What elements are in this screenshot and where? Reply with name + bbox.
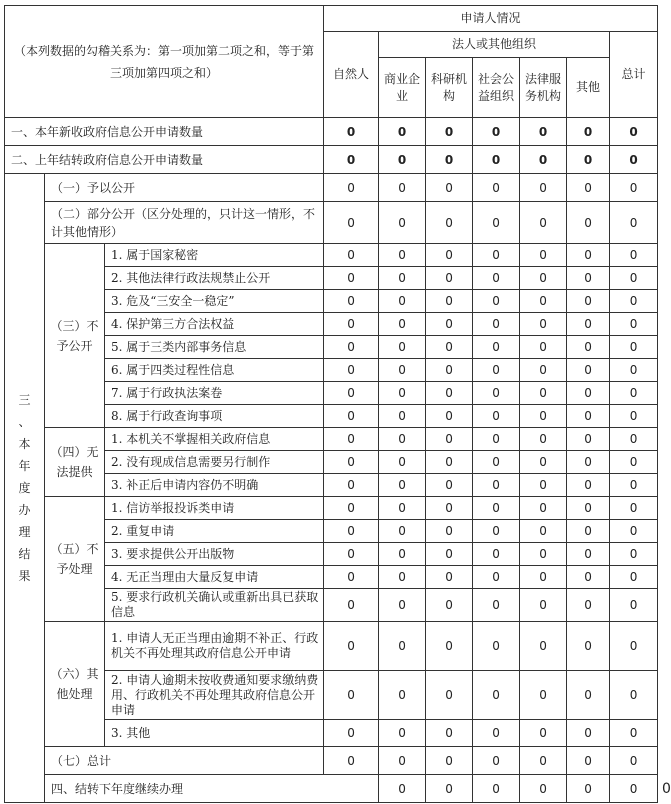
cell-value: 0	[426, 566, 473, 589]
cell-value: 0	[324, 497, 379, 520]
cell-value: 0	[520, 313, 567, 336]
cell-value: 0	[379, 720, 426, 747]
cell-value: 0	[473, 451, 520, 474]
cell-value: 0	[426, 202, 473, 244]
cell-value: 0	[324, 428, 379, 451]
cell-value: 0	[520, 671, 567, 720]
row-label: 4. 保护第三方合法权益	[105, 313, 324, 336]
cell-value: 0	[520, 202, 567, 244]
cell-value: 0	[520, 267, 567, 290]
cell-value: 0	[324, 290, 379, 313]
cell-value: 0	[473, 313, 520, 336]
cell-value: 0	[379, 497, 426, 520]
cell-value: 0	[567, 474, 610, 497]
cell-value: 0	[473, 775, 520, 803]
section-3-label	[5, 174, 45, 803]
cell-value: 0	[426, 174, 473, 202]
cell-value: 0	[610, 382, 658, 405]
cell-value: 0	[473, 566, 520, 589]
cell-value: 0	[426, 382, 473, 405]
cell-value: 0	[610, 202, 658, 244]
cell-value: 0	[379, 290, 426, 313]
cell-value: 0	[610, 720, 658, 747]
research-header: 科研机构	[426, 58, 473, 118]
row-label: （二）部分公开（区分处理的，只计这一情形，不计其他情形）	[45, 202, 324, 244]
group-4-label: （四）无法提供	[45, 428, 105, 497]
cell-value: 0	[426, 747, 473, 775]
cell-value: 0	[426, 497, 473, 520]
cell-value: 0	[610, 244, 658, 267]
legal-service-header: 法律服务机构	[520, 58, 567, 118]
cell-value: 0	[473, 520, 520, 543]
cell-value: 0	[379, 118, 426, 146]
cell-value: 0	[567, 313, 610, 336]
cell-value: 0	[379, 336, 426, 359]
cell-value: 0	[610, 497, 658, 520]
group-3-label: （三）不予公开	[45, 244, 105, 428]
row-label: 3. 要求提供公开出版物	[105, 543, 324, 566]
cell-value: 0	[567, 451, 610, 474]
group-5-label: （五）不予处理	[45, 497, 105, 622]
cell-value: 0	[567, 775, 610, 803]
cell-value: 0	[379, 174, 426, 202]
cell-value: 0	[379, 405, 426, 428]
legal-entity-group-header: 法人或其他组织	[379, 32, 610, 58]
cell-value: 0	[520, 146, 567, 174]
section-3-text: 三 、 本 年 度 办 理 结 果	[18, 393, 31, 583]
cell-value: 0	[473, 244, 520, 267]
cell-value: 0	[567, 543, 610, 566]
table-row	[5, 146, 658, 174]
row-label: 一、本年新收政府信息公开申请数量	[5, 118, 324, 146]
commercial-header: 商业企业	[379, 58, 426, 118]
cell-value: 0	[520, 244, 567, 267]
row-label: 2. 申请人逾期未按收费通知要求缴纳费用、行政机关不再处理其政府信息公开申请	[105, 671, 324, 720]
cell-value: 0	[567, 244, 610, 267]
group-6-label: （六）其他处理	[45, 622, 105, 747]
table-row	[5, 428, 658, 451]
row-label: 5. 属于三类内部事务信息	[105, 336, 324, 359]
row-label: 二、上年结转政府信息公开申请数量	[5, 146, 324, 174]
cell-value: 0	[520, 474, 567, 497]
disclosure-stats-table	[4, 5, 671, 803]
cell-value: 0	[473, 336, 520, 359]
cell-value: 0	[379, 671, 426, 720]
cell-value: 0	[473, 359, 520, 382]
cell-value: 0	[426, 428, 473, 451]
cell-value: 0	[426, 336, 473, 359]
cell-value: 0	[610, 747, 658, 775]
table-row	[5, 244, 658, 267]
cell-value: 0	[426, 520, 473, 543]
total-header: 总计	[610, 32, 658, 118]
cell-value: 0	[610, 405, 658, 428]
cell-value: 0	[567, 720, 610, 747]
cell-value: 0	[324, 382, 379, 405]
cell-value: 0	[426, 589, 473, 622]
cell-value: 0	[567, 589, 610, 622]
cell-value: 0	[324, 267, 379, 290]
row-label: （一）予以公开	[45, 174, 324, 202]
cell-value: 0	[567, 359, 610, 382]
cell-value: 0	[567, 336, 610, 359]
table-row	[5, 497, 658, 520]
row-label: 7. 属于行政执法案卷	[105, 382, 324, 405]
cell-value: 0	[567, 202, 610, 244]
cell-value: 0	[379, 543, 426, 566]
cell-value: 0	[379, 520, 426, 543]
cell-value: 0	[610, 174, 658, 202]
cell-value: 0	[324, 520, 379, 543]
cell-value: 0	[426, 622, 473, 671]
cell-value: 0	[379, 747, 426, 775]
row-label: 6. 属于四类过程性信息	[105, 359, 324, 382]
cell-value: 0	[610, 451, 658, 474]
cell-value: 0	[379, 146, 426, 174]
cell-value: 0	[473, 589, 520, 622]
cell-value: 0	[473, 290, 520, 313]
row-label: 3. 其他	[105, 720, 324, 747]
cell-value: 0	[567, 747, 610, 775]
cell-value: 0	[520, 290, 567, 313]
cell-value: 0	[426, 146, 473, 174]
cell-value: 0	[426, 290, 473, 313]
cell-value: 0	[324, 405, 379, 428]
cell-value: 0	[426, 720, 473, 747]
row-label: 2. 重复申请	[105, 520, 324, 543]
cell-value: 0	[520, 382, 567, 405]
row-label: 1. 本机关不掌握相关政府信息	[105, 428, 324, 451]
cell-value: 0	[473, 497, 520, 520]
cell-value: 0	[379, 313, 426, 336]
cell-value: 0	[473, 146, 520, 174]
cell-value: 0	[567, 497, 610, 520]
cell-value: 0	[610, 622, 658, 671]
cell-value: 0	[610, 118, 658, 146]
cell-value: 0	[426, 405, 473, 428]
cell-value: 0	[324, 747, 379, 775]
cell-value: 0	[426, 474, 473, 497]
cell-value: 0	[473, 474, 520, 497]
cell-value: 0	[520, 520, 567, 543]
cell-value: 0	[520, 405, 567, 428]
cell-value: 0	[610, 336, 658, 359]
cell-value: 0	[473, 671, 520, 720]
row-label: 1. 属于国家秘密	[105, 244, 324, 267]
cell-value: 0	[473, 174, 520, 202]
cell-value: 0	[567, 118, 610, 146]
row-label: 四、结转下年度继续办理	[45, 775, 379, 803]
cell-value: 0	[567, 382, 610, 405]
row-label: （七）总计	[45, 747, 324, 775]
cell-value: 0	[379, 566, 426, 589]
cell-value: 0	[379, 589, 426, 622]
cell-value: 0	[610, 775, 658, 803]
cell-value: 0	[520, 428, 567, 451]
cell-value: 0	[520, 359, 567, 382]
row-label: 5. 要求行政机关确认或重新出具已获取信息	[105, 589, 324, 622]
cell-value: 0	[379, 267, 426, 290]
cell-value: 0	[426, 543, 473, 566]
cell-value: 0	[610, 428, 658, 451]
cell-value: 0	[324, 589, 379, 622]
cell-value: 0	[610, 520, 658, 543]
cell-value: 0	[324, 244, 379, 267]
cell-value: 0	[324, 720, 379, 747]
cell-value: 0	[610, 671, 658, 720]
cell-value: 0	[426, 118, 473, 146]
cell-value: 0	[473, 405, 520, 428]
cell-value: 0	[426, 775, 473, 803]
cell-value: 0	[324, 359, 379, 382]
cell-value: 0	[473, 202, 520, 244]
cell-value: 0	[520, 720, 567, 747]
cell-value: 0	[473, 622, 520, 671]
cell-value: 0	[567, 428, 610, 451]
cell-value: 0	[379, 451, 426, 474]
natural-person-header: 自然人	[324, 32, 379, 118]
cell-value: 0	[473, 720, 520, 747]
row-label: 4. 无正当理由大量反复申请	[105, 566, 324, 589]
row-label: 1. 申请人无正当理由逾期不补正、行政机关不再处理其政府信息公开申请	[105, 622, 324, 671]
row-label: 2. 其他法律行政法规禁止公开	[105, 267, 324, 290]
cell-value: 0	[610, 566, 658, 589]
cell-value: 0	[473, 428, 520, 451]
cell-value: 0	[567, 290, 610, 313]
row-label: 1. 信访举报投诉类申请	[105, 497, 324, 520]
cell-value: 0	[473, 382, 520, 405]
cell-value: 0	[520, 589, 567, 622]
table-row	[5, 174, 658, 202]
cell-value: 0	[426, 267, 473, 290]
cell-value: 0	[567, 622, 610, 671]
cell-value: 0	[610, 146, 658, 174]
cell-value: 0	[473, 267, 520, 290]
cell-value: 0	[379, 474, 426, 497]
cell-value: 0	[520, 118, 567, 146]
cell-value: 0	[567, 174, 610, 202]
cell-value: 0	[610, 267, 658, 290]
cell-value: 0	[520, 543, 567, 566]
cell-value: 0	[567, 671, 610, 720]
cell-value: 0	[324, 313, 379, 336]
cell-value: 0	[520, 497, 567, 520]
cell-value: 0	[379, 775, 426, 803]
cell-value: 0	[324, 336, 379, 359]
table-row	[5, 118, 658, 146]
cell-value: 0	[520, 566, 567, 589]
cell-value: 0	[567, 520, 610, 543]
cell-value: 0	[324, 566, 379, 589]
cell-value: 0	[610, 474, 658, 497]
cell-value: 0	[426, 313, 473, 336]
cell-value: 0	[426, 451, 473, 474]
cell-value: 0	[379, 428, 426, 451]
table-row	[5, 747, 658, 775]
cell-value: 0	[379, 359, 426, 382]
applicant-status-header: 申请人情况	[324, 6, 658, 32]
row-label: 8. 属于行政查询事项	[105, 405, 324, 428]
cell-value: 0	[324, 118, 379, 146]
cell-value: 0	[520, 451, 567, 474]
cell-value: 0	[473, 118, 520, 146]
cell-value: 0	[379, 244, 426, 267]
cell-value: 0	[324, 622, 379, 671]
cell-value: 0	[324, 474, 379, 497]
cell-value: 0	[520, 747, 567, 775]
table-row	[5, 622, 658, 671]
cell-value: 0	[610, 313, 658, 336]
cell-value: 0	[324, 543, 379, 566]
cell-value: 0	[324, 146, 379, 174]
cell-value: 0	[520, 622, 567, 671]
cell-value: 0	[567, 267, 610, 290]
cell-value: 0	[426, 244, 473, 267]
cell-value: 0	[610, 543, 658, 566]
cell-value: 0	[610, 290, 658, 313]
cell-value: 0	[567, 405, 610, 428]
cell-value: 0	[520, 775, 567, 803]
formula-note: （本列数据的勾稽关系为：第一项加第二项之和，等于第三项加第四项之和）	[5, 6, 324, 118]
cell-value: 0	[324, 671, 379, 720]
cell-value: 0	[379, 202, 426, 244]
table-row	[5, 202, 658, 244]
row-label: 3. 补正后申请内容仍不明确	[105, 474, 324, 497]
cell-value: 0	[379, 622, 426, 671]
cell-value: 0	[520, 174, 567, 202]
cell-value: 0	[426, 359, 473, 382]
cell-value: 0	[567, 146, 610, 174]
cell-value: 0	[426, 671, 473, 720]
row-label: 3. 危及“三安全一稳定”	[105, 290, 324, 313]
cell-value: 0	[324, 451, 379, 474]
cell-value: 0	[567, 566, 610, 589]
other-header: 其他	[567, 58, 610, 118]
cell-value: 0	[379, 382, 426, 405]
cell-value: 0	[473, 543, 520, 566]
cell-value: 0	[473, 747, 520, 775]
cell-value: 0	[610, 359, 658, 382]
cell-value: 0	[610, 589, 658, 622]
row-label: 2. 没有现成信息需要另行制作	[105, 451, 324, 474]
cell-value: 0	[324, 202, 379, 244]
cell-value: 0	[520, 336, 567, 359]
cell-value: 0	[324, 174, 379, 202]
social-welfare-header: 社会公益组织	[473, 58, 520, 118]
table-row: 四、结转下年度继续办理 0 0 0 0 0 0 0	[5, 775, 658, 803]
